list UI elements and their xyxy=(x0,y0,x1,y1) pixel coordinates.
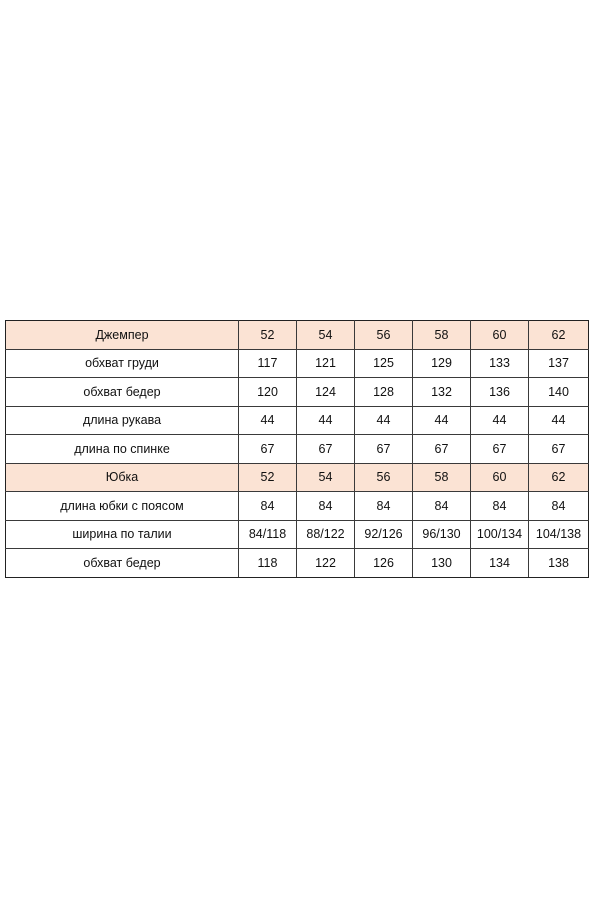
measurement-label: длина рукава xyxy=(6,406,239,435)
measurement-label: обхват бедер xyxy=(6,549,239,578)
measurement-value: 136 xyxy=(471,378,529,407)
table-row xyxy=(6,349,589,378)
measurement-value: 100/134 xyxy=(471,520,529,549)
size-header-cell: 60 xyxy=(471,321,529,350)
size-header-cell: 60 xyxy=(471,463,529,492)
measurement-value: 118 xyxy=(239,549,297,578)
section-header-jumper xyxy=(6,321,589,350)
table-row xyxy=(6,435,589,464)
size-header-cell: 54 xyxy=(297,321,355,350)
measurement-value: 67 xyxy=(413,435,471,464)
measurement-value: 44 xyxy=(355,406,413,435)
table-row xyxy=(6,549,589,578)
measurement-value: 44 xyxy=(413,406,471,435)
measurement-value: 67 xyxy=(529,435,589,464)
measurement-value: 84 xyxy=(297,492,355,521)
table-row xyxy=(6,492,589,521)
size-header-cell: 54 xyxy=(297,463,355,492)
measurement-value: 84 xyxy=(529,492,589,521)
measurement-value: 129 xyxy=(413,349,471,378)
measurement-value: 132 xyxy=(413,378,471,407)
measurement-value: 104/138 xyxy=(529,520,589,549)
measurement-value: 67 xyxy=(239,435,297,464)
measurement-value: 84 xyxy=(355,492,413,521)
measurement-value: 121 xyxy=(297,349,355,378)
measurement-value: 126 xyxy=(355,549,413,578)
section-title-skirt: Юбка xyxy=(6,463,239,492)
measurement-value: 84 xyxy=(471,492,529,521)
measurement-value: 138 xyxy=(529,549,589,578)
measurement-value: 88/122 xyxy=(297,520,355,549)
measurement-value: 67 xyxy=(355,435,413,464)
measurement-value: 92/126 xyxy=(355,520,413,549)
measurement-value: 134 xyxy=(471,549,529,578)
measurement-value: 124 xyxy=(297,378,355,407)
section-header-skirt xyxy=(6,463,589,492)
measurement-label: ширина по талии xyxy=(6,520,239,549)
measurement-value: 84 xyxy=(413,492,471,521)
measurement-label: обхват бедер xyxy=(6,378,239,407)
measurement-value: 44 xyxy=(297,406,355,435)
size-header-cell: 62 xyxy=(529,321,589,350)
size-header-cell: 62 xyxy=(529,463,589,492)
measurement-value: 44 xyxy=(471,406,529,435)
size-header-cell: 56 xyxy=(355,321,413,350)
measurement-value: 96/130 xyxy=(413,520,471,549)
measurement-value: 140 xyxy=(529,378,589,407)
measurement-value: 67 xyxy=(297,435,355,464)
size-header-cell: 52 xyxy=(239,321,297,350)
section-title-jumper: Джемпер xyxy=(6,321,239,350)
measurement-label: длина по спинке xyxy=(6,435,239,464)
measurement-value: 67 xyxy=(471,435,529,464)
measurement-value: 84/118 xyxy=(239,520,297,549)
table-row xyxy=(6,378,589,407)
table-row xyxy=(6,406,589,435)
size-chart-table xyxy=(5,320,589,578)
measurement-value: 128 xyxy=(355,378,413,407)
measurement-value: 125 xyxy=(355,349,413,378)
measurement-label: обхват груди xyxy=(6,349,239,378)
measurement-value: 120 xyxy=(239,378,297,407)
measurement-value: 84 xyxy=(239,492,297,521)
size-header-cell: 56 xyxy=(355,463,413,492)
measurement-value: 44 xyxy=(239,406,297,435)
measurement-value: 133 xyxy=(471,349,529,378)
measurement-value: 130 xyxy=(413,549,471,578)
measurement-value: 122 xyxy=(297,549,355,578)
measurement-label: длина юбки с поясом xyxy=(6,492,239,521)
measurement-value: 137 xyxy=(529,349,589,378)
size-header-cell: 58 xyxy=(413,463,471,492)
measurement-value: 117 xyxy=(239,349,297,378)
measurement-value: 44 xyxy=(529,406,589,435)
size-header-cell: 52 xyxy=(239,463,297,492)
table-row xyxy=(6,520,589,549)
size-header-cell: 58 xyxy=(413,321,471,350)
